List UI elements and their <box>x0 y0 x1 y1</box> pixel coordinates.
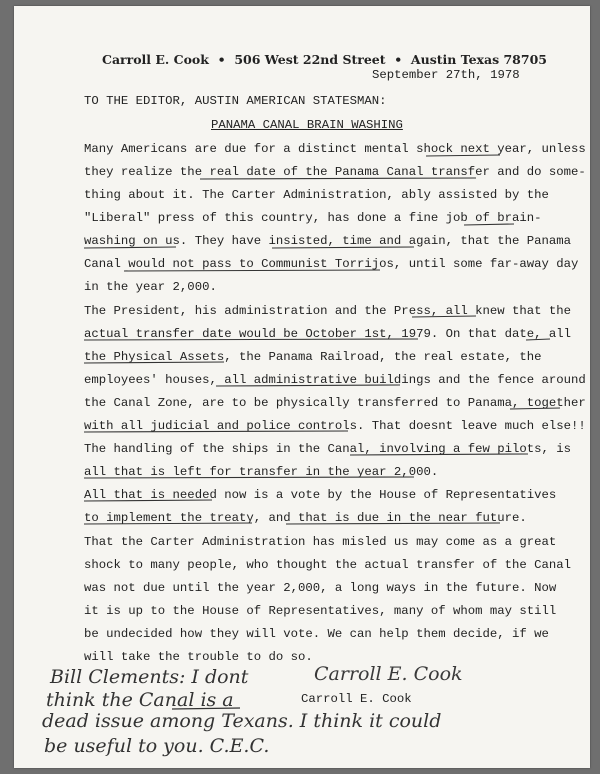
body-line: shock to many people, who thought the actual transfer of the Canal <box>84 558 572 572</box>
body-line: Many Americans are due for a distinct mental shock next year, unless <box>84 142 586 156</box>
body-line: thing about it. The Carter Administration, ably assisted by the <box>84 188 549 202</box>
note-line: Bill Clements: I dont <box>50 666 249 688</box>
body-line: to implement the treaty, and that is due in the near future. <box>84 511 527 525</box>
body-line: washing on us. They have insisted, time and again, that the Panama <box>84 234 572 248</box>
salutation: TO THE EDITOR, AUSTIN AMERICAN STATESMAN: <box>84 94 387 108</box>
letter-page <box>14 6 590 768</box>
body-line: it is up to the House of Representatives, many of whom may still <box>84 604 557 618</box>
body-line: Canal would not pass to Communist Torrijos, until some far-away day <box>84 257 579 271</box>
body-line: The President, his administration and the Press, all knew that the <box>84 304 572 318</box>
typed-signature: Carroll E. Cook <box>301 692 412 706</box>
body-line: in the year 2,000. <box>84 280 217 294</box>
body-line: was not due until the year 2,000, a long ways in the future. Now <box>84 581 557 595</box>
signature-text: Carroll E. Cook <box>314 663 463 685</box>
note-line: dead issue among Texans. I think it could <box>42 710 442 732</box>
body-line: they realize the real date of the Panama Canal transfer and do some- <box>84 165 586 179</box>
body-line: All that is needed now is a vote by the House of Representatives <box>84 488 557 502</box>
body-line: the Canal Zone, are to be physically transferred to Panama, together <box>84 396 586 410</box>
body-line: actual transfer date would be October 1st, 1979. On that date, all <box>84 327 572 341</box>
letter-date: September 27th, 1978 <box>372 68 520 82</box>
letterhead: Carroll E. Cook • 506 West 22nd Street • Austin Texas 78705 <box>102 52 547 67</box>
body-line: The handling of the ships in the Canal, involving a few pilots, is <box>84 442 572 456</box>
body-line: with all judicial and police controls. That doesnt leave much else!! <box>84 419 586 433</box>
handwritten-note <box>42 666 582 766</box>
body-line: employees' houses, all administrative buildings and the fence around <box>84 373 586 387</box>
body-line: the Physical Assets, the Panama Railroad, the real estate, the <box>84 350 542 364</box>
body-line: all that is left for transfer in the year 2,000. <box>84 465 439 479</box>
body-line: be undecided how they will vote. We can help them decide, if we <box>84 627 549 641</box>
body-line: That the Carter Administration has misled us may come as a great <box>84 535 557 549</box>
letter-title: PANAMA CANAL BRAIN WASHING <box>211 118 403 132</box>
note-line: think the Canal is a <box>46 689 234 711</box>
note-line: be useful to you. C.E.C. <box>44 735 270 757</box>
body-line: will take the trouble to do so. <box>84 650 313 664</box>
body-line: "Liberal" press of this country, has done a fine job of brain- <box>84 211 542 225</box>
